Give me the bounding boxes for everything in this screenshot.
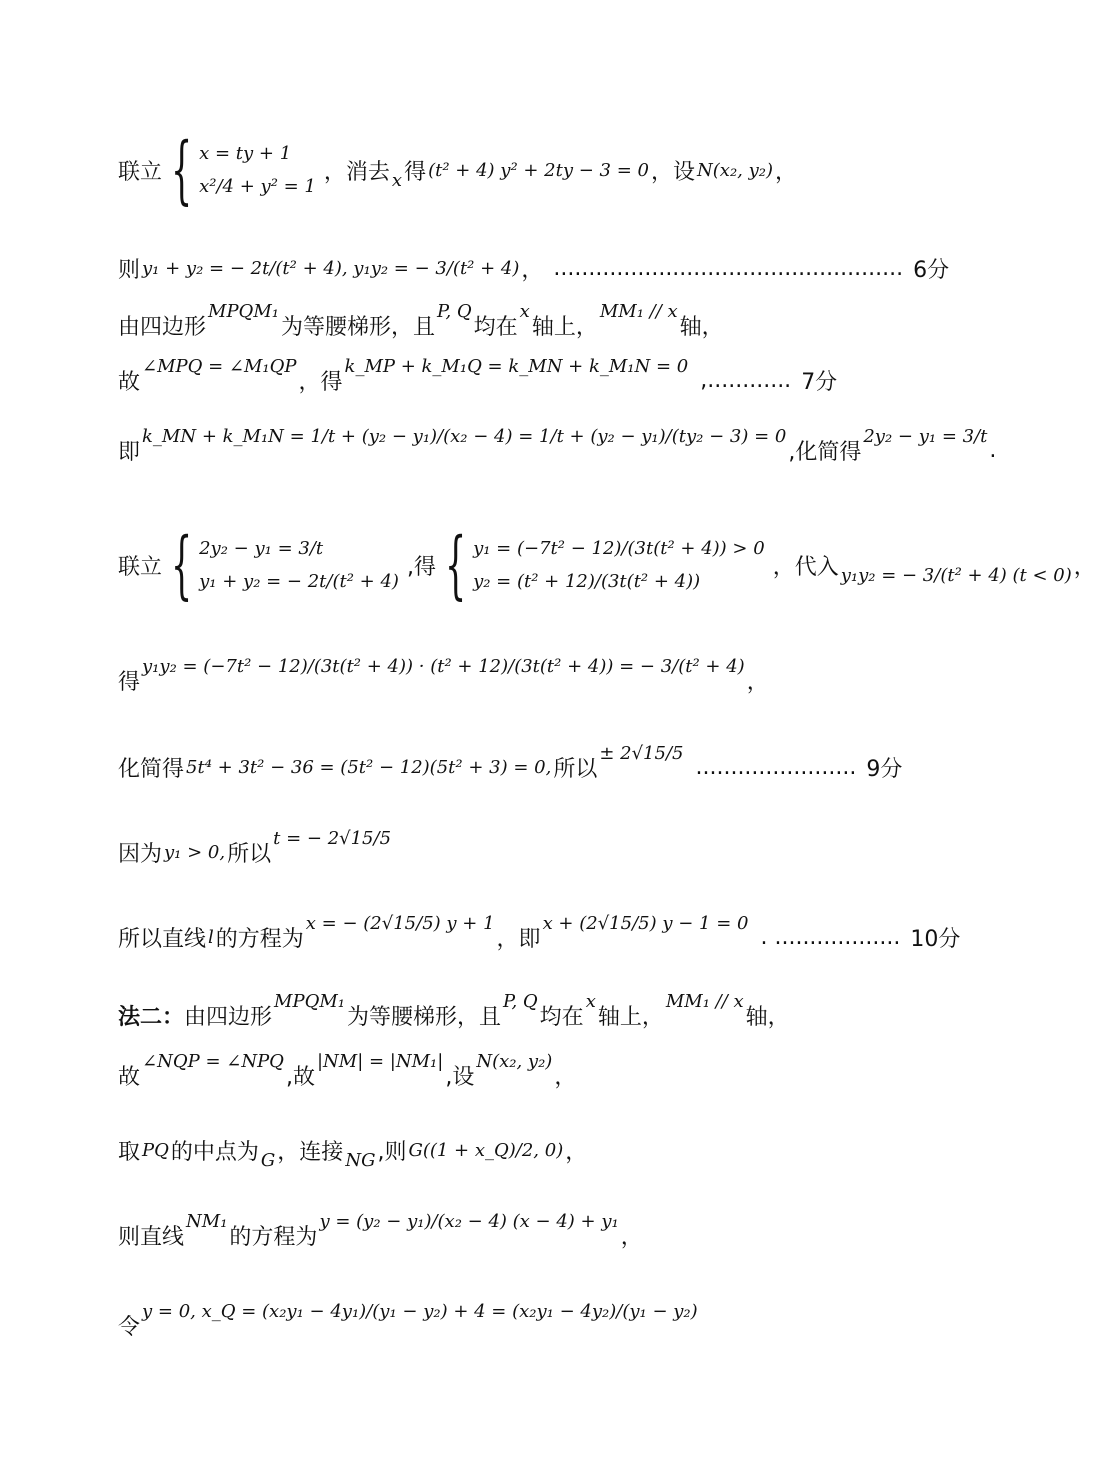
math-inline: y = (y₂ − y₁)/(x₂ − 4) (x − 4) + y₁ [319,1210,619,1232]
math-inline: (t² + 4) y² + 2ty − 3 = 0 [428,159,649,181]
left-brace: { [170,522,193,608]
math-inline: y = 0, x_Q = (x₂y₁ − 4y₁)/(y₁ − y₂) + 4 = (x₂y₁ − 4y₂)/(y₁ − y₂) [142,1300,698,1322]
text: ,故 [285,1064,315,1090]
math-inline: G [260,1149,276,1171]
text: ， [1073,554,1096,580]
score-mark: 10分 [910,927,961,952]
text: 故 [118,1064,141,1090]
math-inline: ± 2√15/5 [599,743,684,764]
math-inline: y₁y₂ = − 3/(t² + 4) (t < 0) [840,564,1072,586]
math-inline: P, Q [436,300,472,322]
math-inline: N(x₂, y₂) [476,1050,553,1072]
left-brace: { [444,522,467,608]
math-inline: P, Q [503,990,538,1012]
text: ，连接 [277,1139,344,1165]
math-inline: PQ [142,1139,169,1161]
math-inline: 2y₂ − y₁ = 3/t [863,425,988,447]
math-inline: x [391,169,403,191]
text: ， [620,1224,643,1250]
text: ，即 [496,927,541,952]
text: ， [775,159,798,185]
math-inline: t = − 2√15/5 [273,828,392,849]
text: ,得 [406,554,436,580]
text: 即 [118,439,141,465]
solution-line-1 [118,127,1020,213]
solution-line-10 [118,915,1020,960]
math-inline: x [519,300,530,322]
math-inline: l [208,927,214,948]
text: 由四边形 [118,314,207,340]
math-inline: N(x₂, y₂) [697,159,774,181]
text: 轴， [679,314,724,340]
equation-system [168,127,318,213]
math-inline: 5t⁴ + 3t² − 36 = (5t² − 12)(5t² + 3) = 0, [186,757,552,778]
text: 所以 [227,842,272,867]
equation: y₁ = (−7t² − 12)/(3t(t² + 4)) > 0 [473,538,765,559]
dot-leader: . .................. [760,925,901,950]
solution-line-11 [118,990,1020,1035]
text: ， [746,669,769,695]
math-inline: k_MP + k_M₁Q = k_MN + k_M₁N = 0 [344,355,689,377]
text: ， [521,257,544,283]
math-inline: y₁y₂ = (−7t² − 12)/(3t(t² + 4)) · (t² + 12)/(3t(t² + 4)) = − 3/(t² + 4) [142,655,745,677]
solution-line-9 [118,830,1020,875]
text: 轴， [745,1004,790,1030]
solution-line-15 [118,1300,1020,1350]
math-inline: MM₁ // x [599,300,678,322]
text: ， [565,1139,588,1165]
math-inline: MPQM₁ [208,300,279,322]
math-inline: x + (2√15/5) y − 1 = 0 [542,913,749,934]
math-inline: MM₁ // x [665,990,744,1012]
math-inline: y₁ > 0, [164,842,226,863]
math-inline: x [585,990,596,1012]
text: 的方程为 [229,1224,318,1250]
text: 所以 [553,757,598,782]
math-inline: x = − (2√15/5) y + 1 [305,913,495,934]
text: ,化简得 [788,439,862,465]
text: 则直线 [118,1224,185,1250]
solution-line-4 [118,355,1020,400]
text: 由四边形 [184,1004,273,1030]
text: ， [554,1064,577,1090]
solution-line-5 [118,425,1020,475]
text: 所以直线 [118,927,207,952]
text: 得 [118,669,141,695]
solution-line-6 [118,510,1096,620]
text: 均在 [473,314,518,340]
text: 轴上， [531,314,598,340]
solution-line-14 [118,1210,1020,1260]
text: . [989,437,997,463]
math-inline: NM₁ [186,1210,228,1232]
math-inline: NG [345,1149,376,1171]
text: 的方程为 [215,927,304,952]
solution-line-13 [118,1125,1020,1175]
solution-line-8 [118,745,1020,790]
text: ，设 [651,159,696,185]
score-mark: 7分 [801,369,838,395]
solution-line-7 [118,655,1020,705]
text: 令 [118,1314,141,1340]
math-inline: ∠MPQ = ∠M₁QP [142,355,297,377]
text: 则 [118,257,141,283]
text: 轴上， [597,1004,664,1030]
score-mark: 9分 [866,757,903,782]
equation-system [168,522,401,608]
text: ，得 [298,369,343,395]
dot-leader: ,............ [700,367,792,393]
math-inline: |NM| = |NM₁| [316,1050,444,1072]
equation-system [442,522,767,608]
dot-leader: ....................... [695,755,857,780]
score-mark: 6分 [913,257,950,283]
text: 得 [404,159,427,185]
dot-leader: .................................................. [553,255,904,281]
method-two-label: 法二： [118,1004,185,1030]
text: 均在 [539,1004,584,1030]
text: 化简得 [118,757,185,782]
math-inline: y₁ + y₂ = − 2t/(t² + 4), y₁y₂ = − 3/(t² + 4) [142,257,520,279]
equation: y₁ + y₂ = − 2t/(t² + 4) [199,571,399,592]
solution-line-12 [118,1050,1020,1095]
text: ,设 [445,1064,475,1090]
text: 取 [118,1139,141,1165]
text: 为等腰梯形，且 [280,314,435,340]
text: ,则 [377,1139,407,1165]
text: 的中点为 [170,1139,259,1165]
text: ，代入 [772,554,839,580]
text-lianli: 联立 [118,554,163,580]
solution-line-3 [118,300,1020,345]
equation: x = ty + 1 [199,143,292,164]
equation: x²/4 + y² = 1 [199,176,316,197]
solution-line-2 [118,248,1020,288]
left-brace: { [170,127,193,213]
math-inline: MPQM₁ [274,990,345,1012]
math-inline: k_MN + k_M₁N = 1/t + (y₂ − y₁)/(x₂ − 4) = 1/t + (y₂ − y₁)/(ty₂ − 3) = 0 [142,425,787,447]
text-lianli: 联立 [118,159,163,185]
text: 为等腰梯形，且 [346,1004,501,1030]
math-inline: G((1 + x_Q)/2, 0) [408,1139,564,1161]
text: 故 [118,369,141,395]
equation: 2y₂ − y₁ = 3/t [199,538,324,559]
math-inline: ∠NQP = ∠NPQ [142,1050,284,1072]
text: 因为 [118,842,163,867]
equation: y₂ = (t² + 12)/(3t(t² + 4)) [473,571,701,592]
text: ，消去 [323,159,390,185]
